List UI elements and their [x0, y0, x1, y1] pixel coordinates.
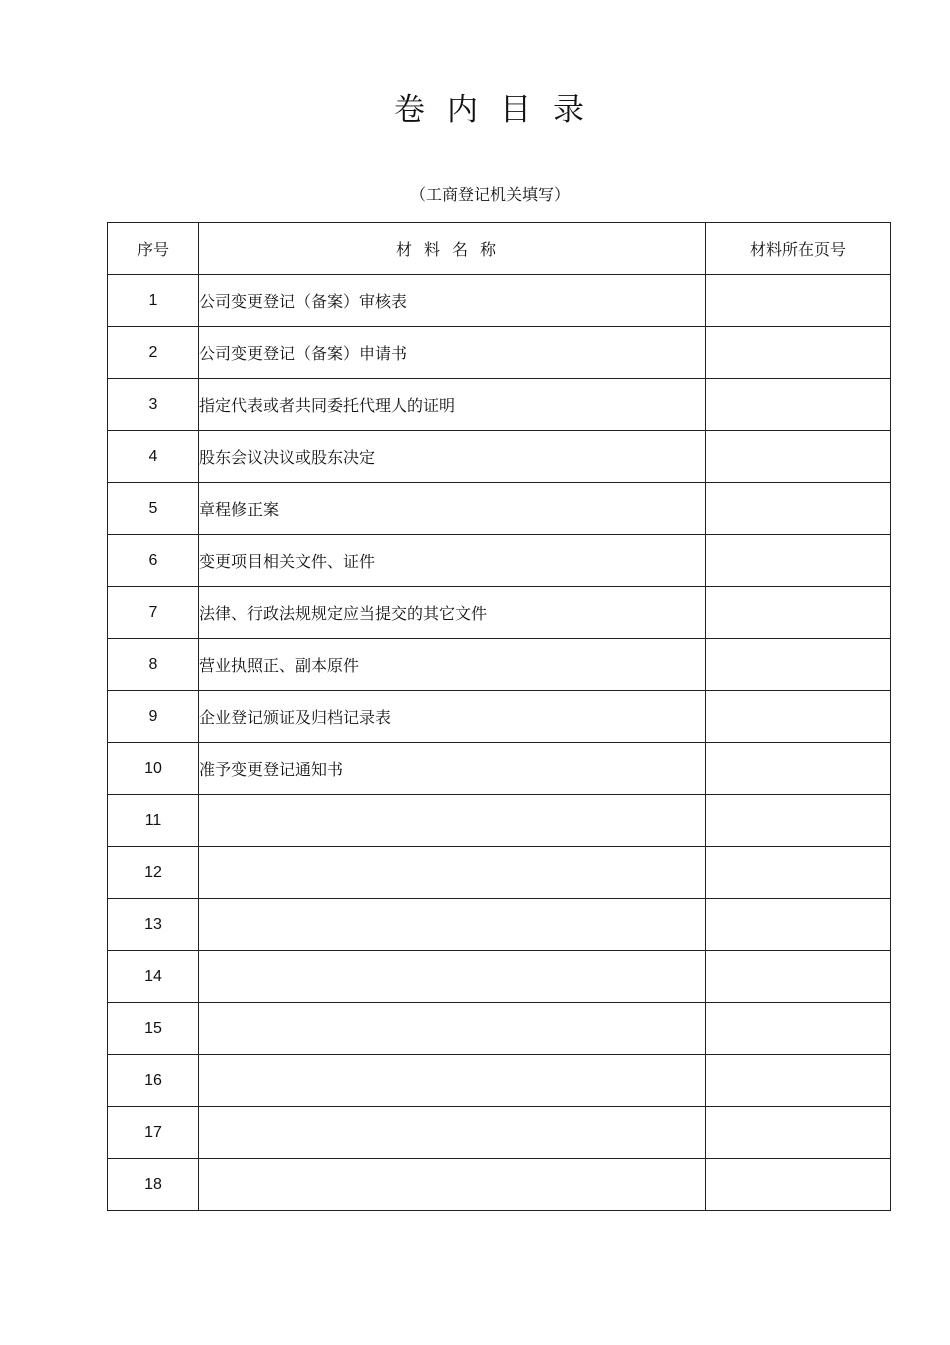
table-row	[108, 899, 891, 951]
cell-number: 12	[108, 847, 199, 899]
table-row	[108, 1107, 891, 1159]
cell-material-name: 营业执照正、副本原件	[199, 639, 706, 691]
table-row	[108, 327, 891, 379]
cell-page-number	[706, 587, 891, 639]
cell-page-number	[706, 1003, 891, 1055]
cell-number: 4	[108, 431, 199, 483]
cell-page-number	[706, 691, 891, 743]
cell-material-name	[199, 1107, 706, 1159]
column-header-page: 材料所在页号	[706, 223, 891, 275]
table-row	[108, 275, 891, 327]
table-row	[108, 431, 891, 483]
cell-number: 11	[108, 795, 199, 847]
cell-material-name: 变更项目相关文件、证件	[199, 535, 706, 587]
table-row	[108, 951, 891, 1003]
table-row	[108, 847, 891, 899]
cell-page-number	[706, 795, 891, 847]
cell-number: 13	[108, 899, 199, 951]
table-row	[108, 743, 891, 795]
cell-number: 18	[108, 1159, 199, 1211]
document-subtitle: （工商登记机关填写）	[409, 185, 570, 204]
cell-page-number	[706, 1107, 891, 1159]
table-row	[108, 379, 891, 431]
cell-page-number	[706, 379, 891, 431]
cell-material-name	[199, 899, 706, 951]
cell-material-name	[199, 951, 706, 1003]
cell-material-name: 企业登记颁证及归档记录表	[199, 691, 706, 743]
cell-number: 17	[108, 1107, 199, 1159]
cell-number: 1	[108, 275, 199, 327]
cell-material-name	[199, 1159, 706, 1211]
cell-material-name	[199, 1055, 706, 1107]
cell-page-number	[706, 899, 891, 951]
cell-material-name: 法律、行政法规规定应当提交的其它文件	[199, 587, 706, 639]
table-row	[108, 1055, 891, 1107]
cell-page-number	[706, 951, 891, 1003]
cell-number: 9	[108, 691, 199, 743]
cell-number: 7	[108, 587, 199, 639]
cell-number: 15	[108, 1003, 199, 1055]
cell-page-number	[706, 483, 891, 535]
cell-number: 6	[108, 535, 199, 587]
table-row	[108, 691, 891, 743]
cell-number: 14	[108, 951, 199, 1003]
cell-page-number	[706, 275, 891, 327]
table-row	[108, 1159, 891, 1211]
table-row	[108, 535, 891, 587]
cell-material-name: 公司变更登记（备案）申请书	[199, 327, 706, 379]
cell-number: 8	[108, 639, 199, 691]
document-title: 卷内目录	[394, 92, 606, 128]
cell-material-name	[199, 847, 706, 899]
cell-page-number	[706, 1159, 891, 1211]
cell-number: 5	[108, 483, 199, 535]
table-row	[108, 483, 891, 535]
cell-material-name	[199, 1003, 706, 1055]
cell-page-number	[706, 327, 891, 379]
cell-number: 2	[108, 327, 199, 379]
cell-material-name: 指定代表或者共同委托代理人的证明	[199, 379, 706, 431]
cell-page-number	[706, 639, 891, 691]
catalog-table	[107, 222, 891, 1211]
cell-page-number	[706, 847, 891, 899]
cell-page-number	[706, 431, 891, 483]
cell-number: 3	[108, 379, 199, 431]
cell-page-number	[706, 1055, 891, 1107]
cell-page-number	[706, 743, 891, 795]
cell-material-name: 章程修正案	[199, 483, 706, 535]
cell-material-name: 公司变更登记（备案）审核表	[199, 275, 706, 327]
table-row	[108, 639, 891, 691]
cell-material-name: 准予变更登记通知书	[199, 743, 706, 795]
cell-page-number	[706, 535, 891, 587]
table-row	[108, 1003, 891, 1055]
cell-number: 10	[108, 743, 199, 795]
table-body	[108, 275, 891, 1211]
table-row	[108, 795, 891, 847]
column-header-name: 材料名称	[199, 223, 706, 275]
table-header-row	[108, 223, 891, 275]
cell-number: 16	[108, 1055, 199, 1107]
cell-material-name: 股东会议决议或股东决定	[199, 431, 706, 483]
cell-material-name	[199, 795, 706, 847]
column-header-no: 序号	[108, 223, 199, 275]
table-row	[108, 587, 891, 639]
